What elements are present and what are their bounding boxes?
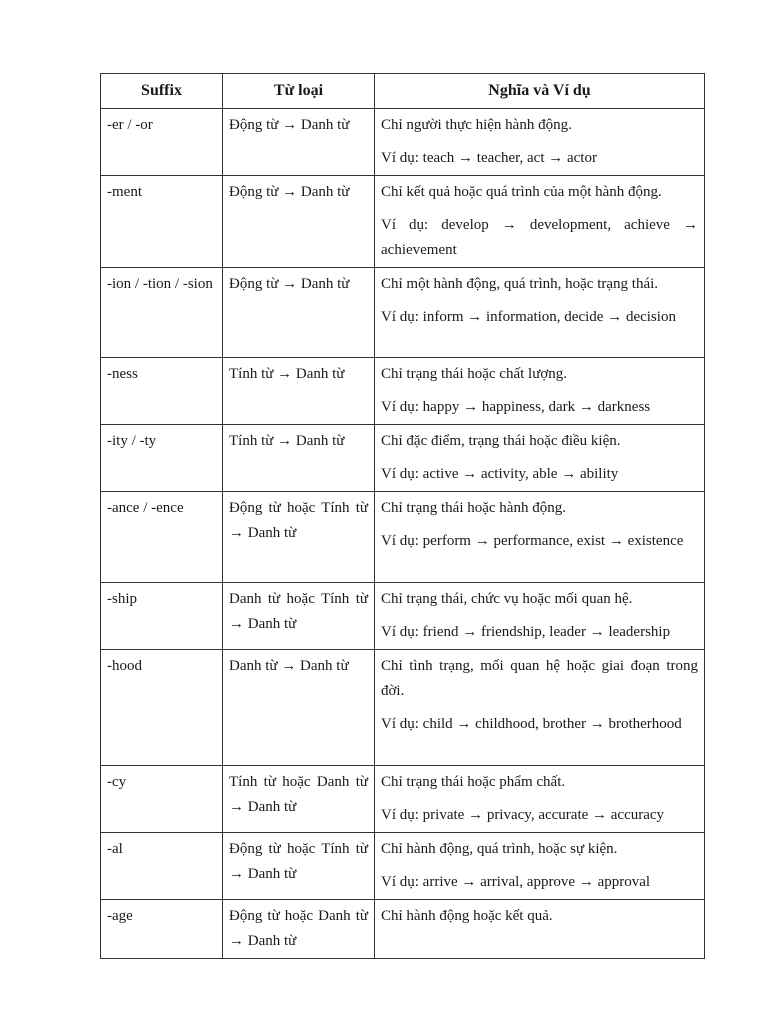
table-row [101, 492, 705, 583]
suffix-cell: -ness [101, 358, 223, 425]
word-type-cell: Động từ hoặc Danh từ → Danh từ [223, 900, 375, 959]
word-type-cell: Tính từ → Danh từ [223, 358, 375, 425]
table-row [101, 176, 705, 268]
word-type-cell: Động từ hoặc Tính từ → Danh từ [223, 492, 375, 583]
meaning-cell [375, 766, 705, 833]
example-text: Ví dụ: perform → performance, exist → existence [381, 533, 684, 549]
meaning-cell [375, 833, 705, 900]
word-type-cell: Danh từ → Danh từ [223, 650, 375, 766]
example-text: Ví dụ: child → childhood, brother → brotherhood [381, 716, 682, 732]
example-text: Ví dụ: friend → friendship, leader → leadership [381, 624, 671, 640]
meaning-text: Chỉ hành động hoặc kết quả. [381, 908, 553, 924]
suffix-table [100, 73, 705, 959]
meaning-text: Chỉ trạng thái, chức vụ hoặc mối quan hệ. [381, 591, 633, 607]
table-row [101, 268, 705, 358]
example-text: Ví dụ: teach → teacher, act → actor [381, 150, 597, 166]
suffix-cell: -ion / -tion / -sion [101, 268, 223, 358]
suffix-cell: -cy [101, 766, 223, 833]
word-type-cell: Tính từ hoặc Danh từ → Danh từ [223, 766, 375, 833]
meaning-cell [375, 109, 705, 176]
meaning-cell [375, 425, 705, 492]
header-suffix: Suffix [101, 74, 223, 109]
word-type-cell: Động từ hoặc Tính từ → Danh từ [223, 833, 375, 900]
table-header-row [101, 74, 705, 109]
table-row [101, 833, 705, 900]
table-row [101, 109, 705, 176]
meaning-text: Chỉ tình trạng, mối quan hệ hoặc giai đoạn trong đời. [381, 658, 698, 699]
meaning-text: Chỉ kết quả hoặc quá trình của một hành động. [381, 184, 662, 200]
example-text: Ví dụ: private → privacy, accurate → accuracy [381, 807, 665, 823]
meaning-text: Chỉ hành động, quá trình, hoặc sự kiện. [381, 841, 618, 857]
table-row [101, 650, 705, 766]
meaning-cell [375, 900, 705, 959]
example-text: Ví dụ: develop → development, achieve → achievement [381, 217, 698, 258]
suffix-cell: -ship [101, 583, 223, 650]
suffix-cell: -ment [101, 176, 223, 268]
word-type-cell: Động từ → Danh từ [223, 176, 375, 268]
suffix-cell: -age [101, 900, 223, 959]
meaning-text: Chỉ trạng thái hoặc hành động. [381, 500, 566, 516]
meaning-cell [375, 268, 705, 358]
example-text: Ví dụ: inform → information, decide → decision [381, 309, 676, 325]
table-row [101, 583, 705, 650]
suffix-cell: -ance / -ence [101, 492, 223, 583]
meaning-text: Chỉ một hành động, quá trình, hoặc trạng thái. [381, 276, 659, 292]
table-row [101, 900, 705, 959]
example-text: Ví dụ: active → activity, able → ability [381, 466, 619, 482]
meaning-text: Chỉ người thực hiện hành động. [381, 117, 572, 133]
meaning-cell [375, 583, 705, 650]
meaning-cell [375, 176, 705, 268]
example-text: Ví dụ: happy → happiness, dark → darkness [381, 399, 651, 415]
table-row [101, 425, 705, 492]
meaning-text: Chỉ trạng thái hoặc chất lượng. [381, 366, 568, 382]
word-type-cell: Tính từ → Danh từ [223, 425, 375, 492]
header-word-type: Từ loại [223, 74, 375, 109]
header-meaning-example: Nghĩa và Ví dụ [375, 74, 705, 109]
suffix-cell: -al [101, 833, 223, 900]
word-type-cell: Động từ → Danh từ [223, 268, 375, 358]
meaning-cell [375, 358, 705, 425]
suffix-cell: -er / -or [101, 109, 223, 176]
meaning-cell [375, 492, 705, 583]
table-row [101, 358, 705, 425]
word-type-cell: Danh từ hoặc Tính từ → Danh từ [223, 583, 375, 650]
meaning-text: Chỉ trạng thái hoặc phẩm chất. [381, 774, 566, 790]
table-row [101, 766, 705, 833]
suffix-cell: -hood [101, 650, 223, 766]
word-type-cell: Động từ → Danh từ [223, 109, 375, 176]
meaning-text: Chỉ đặc điểm, trạng thái hoặc điều kiện. [381, 433, 621, 449]
example-text: Ví dụ: arrive → arrival, approve → approval [381, 874, 651, 890]
suffix-cell: -ity / -ty [101, 425, 223, 492]
meaning-cell [375, 650, 705, 766]
table-body [101, 109, 705, 959]
